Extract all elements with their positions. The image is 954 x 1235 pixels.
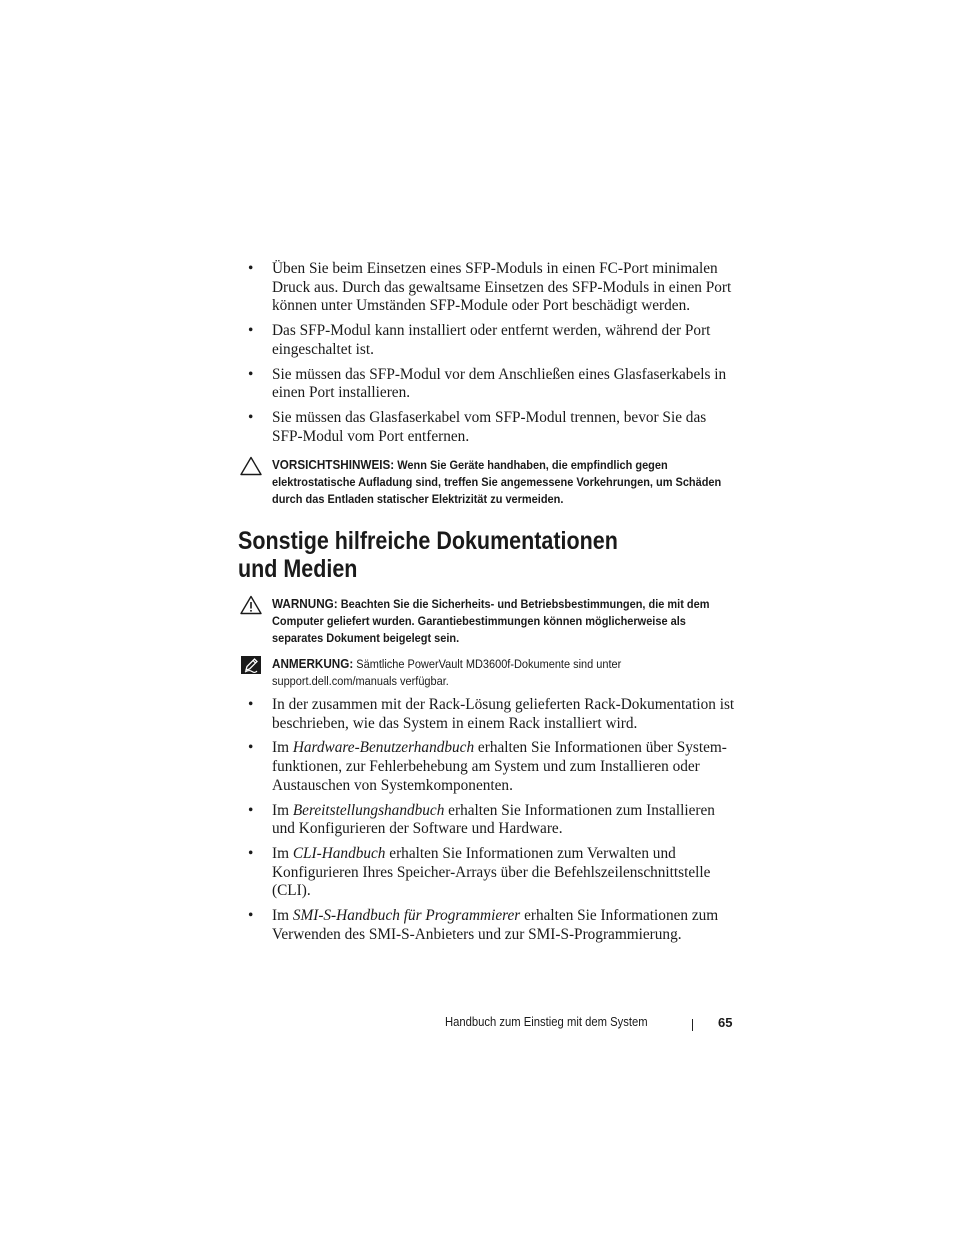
caution-notice	[240, 456, 740, 508]
documentation-bullet-list	[240, 696, 740, 950]
caution-triangle-icon	[240, 456, 262, 476]
list-item: • Im Bereitstellungshandbuch erhalten Sie Informationen zum Installieren und Konfigurieren der Software und Hardware.	[248, 801, 715, 838]
warning-text: Beachten Sie die Sicherheits- und Betriebsbestimmungen, die mit dem Computer geliefert wurden. Garantiebestimmungen können möglicherweise als separates Dokument beigelegt sein.	[272, 597, 710, 645]
warning-label: WARNUNG:	[272, 596, 338, 611]
list-item: • Üben Sie beim Einsetzen eines SFP-Moduls in einen FC-Port minimalen Druck aus. Durch das gewaltsame Einsetzen des SFP-Moduls in einen Port können unter Umständen SFP-Module oder Port beschädigt werden.	[248, 260, 732, 315]
list-item: • Im CLI-Handbuch erhalten Sie Informationen zum Verwalten und Konfigurieren Ihres Speicher-Arrays über die Befehlszeilenschnittstelle (CLI).	[248, 844, 711, 900]
support-link[interactable]: support.dell.com/manuals	[272, 674, 397, 688]
note-notice: ANMERKUNG: Sämtliche PowerVault MD3600f-Dokumente sind unter support.dell.com/manuals verfügbar.	[240, 655, 740, 690]
list-item: • Sie müssen das Glasfaserkabel vom SFP-Modul trennen, bevor Sie das SFP-Modul vom Port entfernen.	[248, 408, 707, 445]
note-text: Sämtliche PowerVault MD3600f-Dokumente sind unter	[353, 657, 622, 671]
document-title: CLI-Handbuch	[292, 844, 386, 862]
note-pencil-icon	[240, 655, 262, 675]
document-title: Hardware-Benutzerhandbuch	[292, 739, 475, 757]
page-number: 65	[718, 1015, 733, 1030]
list-item: • In der zusammen mit der Rack-Lösung gelieferten Rack-Dokumentation ist beschrieben, wie das System in einem Rack installiert wird.	[248, 696, 735, 732]
list-item: • Im Hardware-Benutzerhandbuch erhalten Sie Informationen über System-funktionen, zur Fehlerbehebung am System und zum Installieren oder Austauschen von Systemkomponenten.	[248, 739, 727, 794]
footer-divider	[692, 1019, 693, 1031]
sfp-bullet-list	[240, 260, 740, 452]
caution-text: Wenn Sie Geräte handhaben, die empfindlich gegen elektrostatische Aufladung sind, treffen Sie angemessene Vorkehrungen, um Schäden durch das Entladen statischer Elektrizität zu vermeiden.	[272, 458, 722, 506]
list-item: • Im SMI-S-Handbuch für Programmierer erhalten Sie Informationen zum Verwenden des SMI-S-Anbieters und zur SMI-S-Programmierung.	[248, 907, 719, 943]
page-footer	[440, 1015, 740, 1035]
section-heading: Sonstige hilfreiche Dokumentationen und Medien	[238, 527, 618, 583]
footer-title: Handbuch zum Einstieg mit dem System	[445, 1015, 648, 1029]
warning-triangle-icon	[240, 595, 262, 615]
caution-label: VORSICHTSHINWEIS:	[272, 457, 395, 472]
note-label: ANMERKUNG:	[272, 656, 354, 671]
warning-notice	[240, 595, 740, 647]
document-title: Bereitstellungshandbuch	[292, 801, 445, 819]
list-item: • Sie müssen das SFP-Modul vor dem Anschließen eines Glasfaserkabels in einen Port installieren.	[248, 365, 727, 402]
document-title: SMI-S-Handbuch für Programmierer	[292, 907, 521, 925]
list-item: • Das SFP-Modul kann installiert oder entfernt werden, während der Port eingeschaltet ist.	[248, 322, 711, 358]
